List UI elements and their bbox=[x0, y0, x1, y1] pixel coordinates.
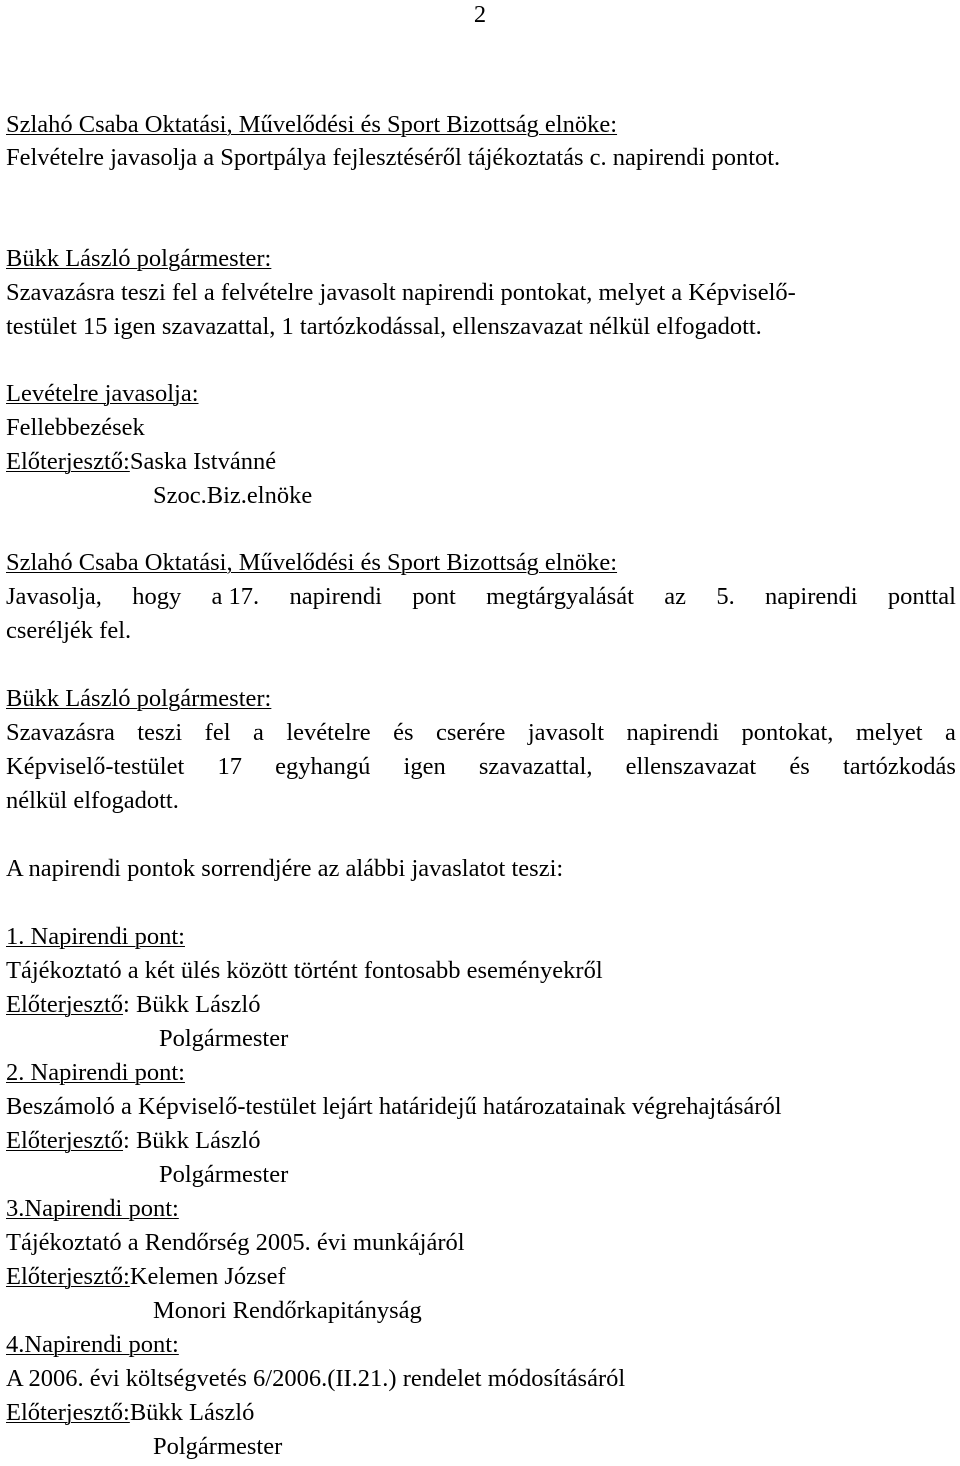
word: pont bbox=[412, 583, 456, 610]
presenter-name: Bükk László bbox=[135, 1127, 261, 1154]
agenda-item-title: A 2006. évi költségvetés 6/2006.(II.21.) rendelet módosításáról bbox=[6, 1365, 626, 1392]
paragraph-text: testület 15 igen szavazattal, 1 tartózkodással, ellenszavazat nélkül elfogadott. bbox=[6, 313, 762, 340]
word: a bbox=[252, 719, 264, 746]
presenter-label: Előterjesztő: bbox=[6, 1399, 130, 1426]
presenter-title: Szoc.Biz.elnöke bbox=[153, 482, 313, 509]
word: 17 bbox=[217, 753, 242, 780]
withdrawn-item: Fellebbezések bbox=[6, 414, 145, 441]
word: napirendi bbox=[626, 719, 720, 746]
presenter-name: Bükk László bbox=[135, 991, 261, 1018]
agenda-item-heading: 3.Napirendi pont: bbox=[6, 1195, 179, 1222]
word: tartózkodás bbox=[842, 753, 956, 780]
word: 5. bbox=[716, 583, 735, 610]
agenda-item-title: Tájékoztató a két ülés között történt fontosabb eseményekről bbox=[6, 957, 603, 984]
word: napirendi bbox=[289, 583, 382, 610]
word: igen bbox=[403, 753, 446, 780]
agenda-item-heading: 1. Napirendi pont: bbox=[6, 923, 185, 950]
page-number: 2 bbox=[473, 1, 487, 28]
paragraph-text: cseréljék fel. bbox=[6, 617, 132, 644]
paragraph-text: nélkül elfogadott. bbox=[6, 787, 179, 814]
word: megtárgyalását bbox=[486, 583, 634, 610]
presenter-sep: : bbox=[123, 1127, 136, 1154]
presenter-name: Saska Istvánné bbox=[129, 448, 277, 475]
agenda-item-title: Tájékoztató a Rendőrség 2005. évi munkájáról bbox=[6, 1229, 465, 1256]
word: ellenszavazat bbox=[625, 753, 757, 780]
word: az bbox=[664, 583, 687, 610]
presenter-label: Előterjesztő: bbox=[6, 1263, 130, 1290]
presenter-title: Polgármester bbox=[153, 1433, 283, 1460]
presenter-name: Bükk László bbox=[129, 1399, 255, 1426]
word: szavazattal, bbox=[478, 753, 593, 780]
agenda-item-heading: 2. Napirendi pont: bbox=[6, 1059, 185, 1086]
agenda-item-title: Beszámoló a Képviselő-testület lejárt határidejű határozatainak végrehajtásáról bbox=[6, 1093, 782, 1120]
agenda-item-heading: 4.Napirendi pont: bbox=[6, 1331, 179, 1358]
word: Képviselő-testület bbox=[6, 753, 185, 780]
presenter-title: Polgármester bbox=[159, 1161, 289, 1188]
presenter-sep: : bbox=[123, 991, 136, 1018]
word: Javasolja, bbox=[6, 583, 102, 610]
speaker-heading: Szlahó Csaba Oktatási, Művelődési és Sport Bizottság elnöke: bbox=[6, 549, 618, 576]
word: napirendi bbox=[765, 583, 858, 610]
presenter-label: Előterjesztő bbox=[6, 1127, 124, 1154]
word: ponttal bbox=[887, 583, 956, 610]
paragraph-text: Felvételre javasolja a Sportpálya fejlesztéséről tájékoztatás c. napirendi pontot. bbox=[6, 144, 781, 171]
presenter-line bbox=[6, 447, 276, 477]
word: fel bbox=[204, 719, 231, 746]
paragraph-justified-line bbox=[6, 582, 956, 612]
word: a bbox=[945, 719, 956, 746]
speaker-heading: Bükk László polgármester: bbox=[6, 245, 272, 272]
word: és bbox=[393, 719, 414, 746]
presenter-line bbox=[6, 1126, 260, 1156]
presenter-line bbox=[6, 1262, 286, 1292]
word: egyhangú bbox=[275, 753, 371, 780]
presenter-title: Polgármester bbox=[159, 1025, 289, 1052]
word: és bbox=[789, 753, 810, 780]
word: Szavazásra bbox=[6, 719, 115, 746]
presenter-title: Monori Rendőrkapitányság bbox=[153, 1297, 422, 1324]
word: melyet bbox=[855, 719, 923, 746]
word: javasolt bbox=[527, 719, 605, 746]
presenter-name: Kelemen József bbox=[129, 1263, 286, 1290]
word: cserére bbox=[436, 719, 506, 746]
presenter-line bbox=[6, 1398, 254, 1428]
speaker-heading: Szlahó Csaba Oktatási, Művelődési és Sport Bizottság elnöke: bbox=[6, 111, 618, 138]
word: a 17. bbox=[211, 583, 260, 610]
paragraph-text: Szavazásra teszi fel a felvételre javasolt napirendi pontokat, melyet a Képviselő- bbox=[6, 279, 796, 306]
word: teszi bbox=[137, 719, 183, 746]
paragraph-justified-line bbox=[6, 752, 956, 782]
word: pontokat, bbox=[741, 719, 834, 746]
presenter-label: Előterjesztő: bbox=[6, 448, 130, 475]
presenter-label: Előterjesztő bbox=[6, 991, 124, 1018]
presenter-line bbox=[6, 990, 260, 1020]
speaker-heading: Bükk László polgármester: bbox=[6, 685, 272, 712]
paragraph-justified-line bbox=[6, 718, 956, 748]
section-heading: Levételre javasolja: bbox=[6, 380, 199, 407]
word: levételre bbox=[286, 719, 371, 746]
agenda-intro: A napirendi pontok sorrendjére az alábbi javaslatot teszi: bbox=[6, 855, 564, 882]
word: hogy bbox=[132, 583, 182, 610]
